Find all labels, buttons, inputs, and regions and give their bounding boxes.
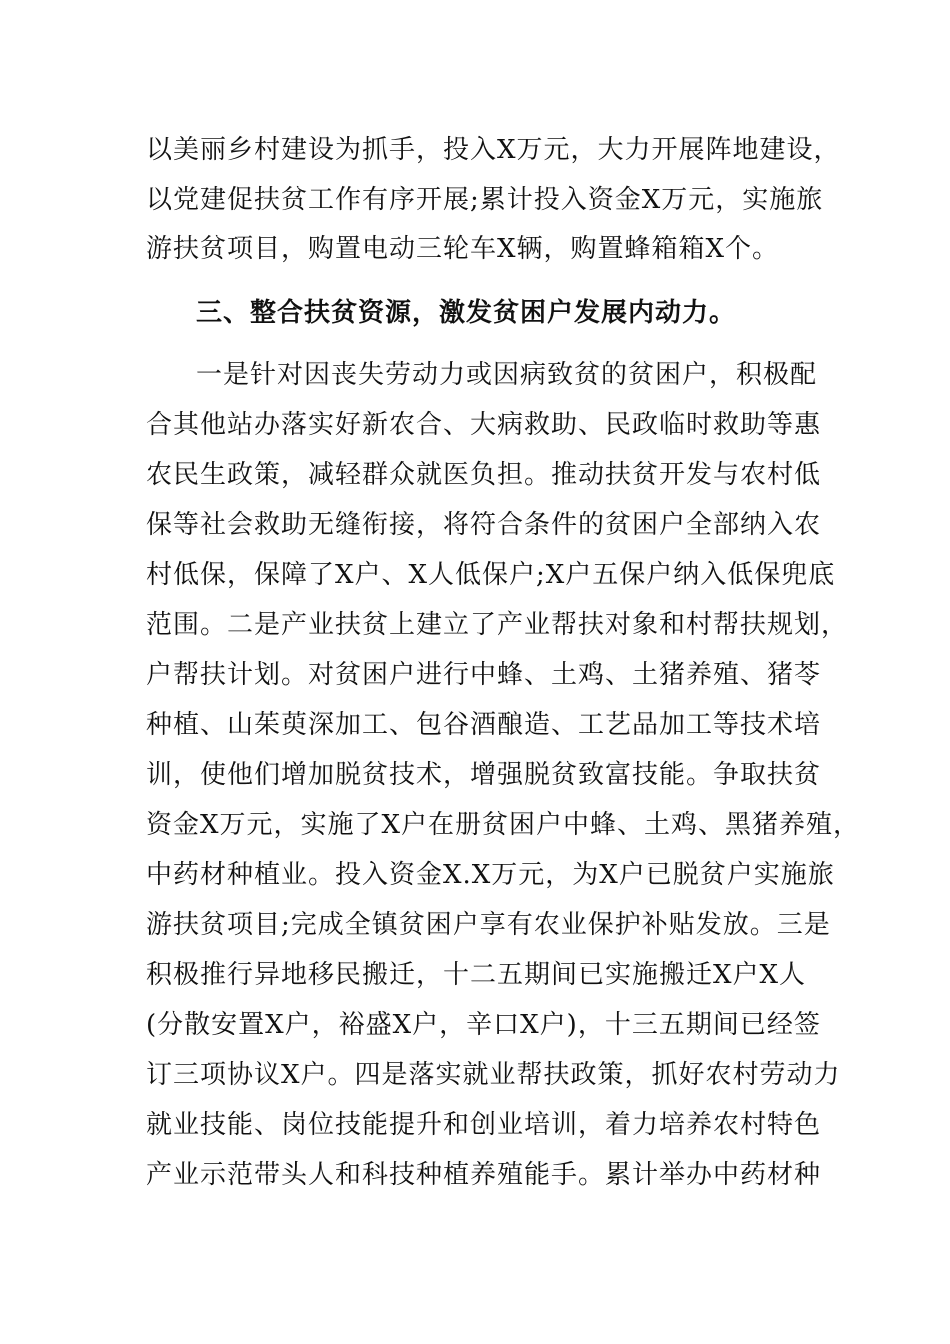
text-line-1: 以美丽乡村建设为抓手，投入X万元，大力开展阵地建设， [146,135,841,165]
text-line-19: 订三项协议X户。四是落实就业帮扶政策，抓好农村劳动力 [146,1060,841,1090]
text-line-5: 一是针对因丧失劳动力或因病致贫的贫困户，积极配 [196,360,818,390]
text-line-17: 积极推行异地移民搬迁，十二五期间已实施搬迁X户X人 [146,960,807,990]
text-line-11: 户帮扶计划。对贫困户进行中蜂、土鸡、土猪养殖、猪苓 [146,660,822,690]
section-heading: 三、整合扶贫资源，激发贫困户发展内动力。 [196,298,737,328]
text-line-8: 保等社会救助无缝衔接，将符合条件的贫困户全部纳入农 [146,510,822,540]
text-line-7: 农民生政策，减轻群众就医负担。推动扶贫开发与农村低 [146,460,822,490]
text-line-9: 村低保，保障了X户、X人低保户;X户五保户纳入低保兜底 [146,560,836,590]
text-line-6: 合其他站办落实好新农合、大病救助、民政临时救助等惠 [146,410,822,440]
text-line-20: 就业技能、岗位技能提升和创业培训，着力培养农村特色 [146,1110,822,1140]
text-line-3: 游扶贫项目，购置电动三轮车X辆，购置蜂箱箱X个。 [146,234,780,264]
text-line-14: 资金X万元，实施了X户在册贫困户中蜂、土鸡、黑猪养殖， [146,810,861,840]
text-line-2: 以党建促扶贫工作有序开展;累计投入资金X万元，实施旅 [146,185,824,215]
text-line-18: (分散安置X户，裕盛X户，辛口X户)，十三五期间已经签 [146,1010,821,1040]
text-line-16: 游扶贫项目;完成全镇贫困户享有农业保护补贴发放。三是 [146,910,831,940]
text-line-21: 产业示范带头人和科技种植养殖能手。累计举办中药材种 [146,1160,822,1190]
text-line-12: 种植、山茱萸深加工、包谷酒酿造、工艺品加工等技术培 [146,710,822,740]
text-line-15: 中药材种植业。投入资金X.X万元，为X户已脱贫户实施旅 [146,860,835,890]
text-line-10: 范围。二是产业扶贫上建立了产业帮扶对象和村帮扶规划， [146,610,849,640]
text-line-13: 训，使他们增加脱贫技术，增强脱贫致富技能。争取扶贫 [146,760,822,790]
